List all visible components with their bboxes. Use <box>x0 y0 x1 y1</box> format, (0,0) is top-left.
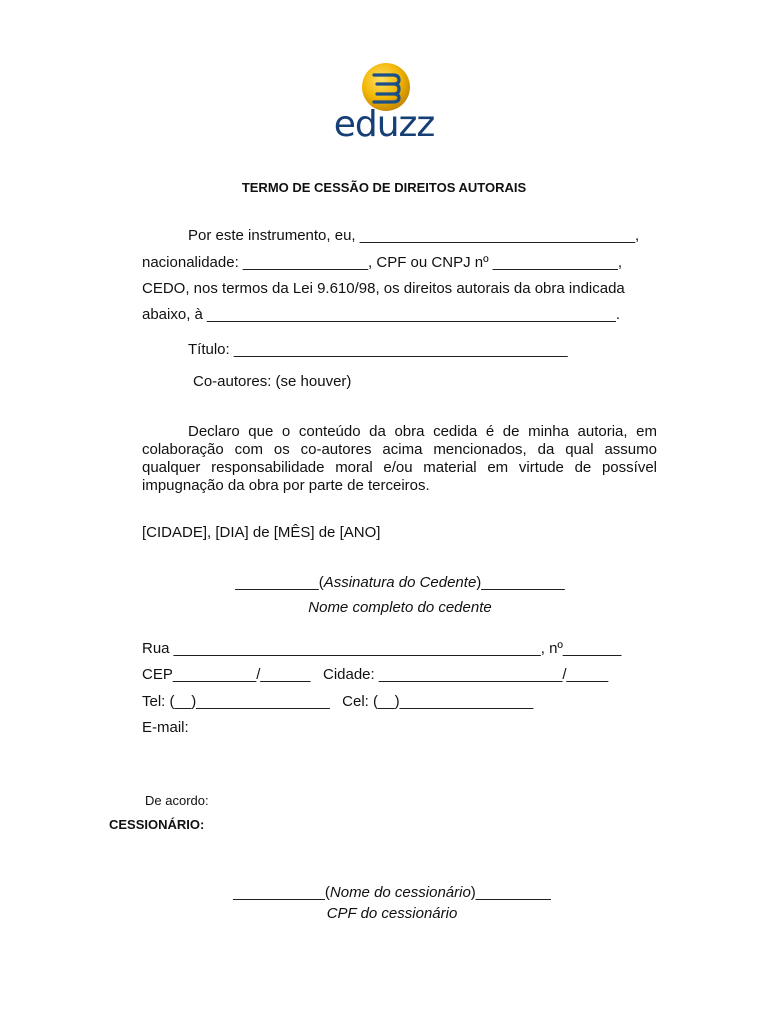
signature-trail: )_________ <box>470 884 551 901</box>
tel-cel-line: Tel: (__)________________ Cel: (__)________________ <box>142 693 534 710</box>
email-line: E-mail: <box>142 719 189 736</box>
titulo-line: Título: ________________________________________ <box>188 341 568 358</box>
para1-line1: Por este instrumento, eu, _________________________________, <box>188 227 640 244</box>
coautores-line: Co-autores: (se houver) <box>193 373 352 390</box>
cessionario-cpf-label: CPF do cessionário <box>326 905 458 922</box>
document-title: TERMO DE CESSÃO DE DIREITOS AUTORAIS <box>241 180 527 195</box>
declaration-paragraph <box>142 423 657 495</box>
para1-line3: CEDO, nos termos da Lei 9.610/98, os direitos autorais da obra indicada <box>142 280 625 297</box>
eduzz-wordmark: eduzz <box>333 104 435 145</box>
cep-cidade-line: CEP__________/______ Cidade: ______________________/_____ <box>142 666 609 683</box>
para1-line2: nacionalidade: _______________, CPF ou CNPJ nº _______________, <box>142 254 623 271</box>
cedente-name-label: Nome completo do cedente <box>308 599 492 616</box>
signature-trail: )__________ <box>476 574 565 591</box>
cedente-signature-label: Assinatura do Cedente <box>323 574 477 591</box>
para1-line4: abaixo, à _________________________________________________. <box>142 306 620 323</box>
cedente-signature-line <box>0 574 768 592</box>
cessionario-heading: CESSIONÁRIO: <box>109 817 205 832</box>
declaration-text: Declaro que o conteúdo da obra cedida é de minha autoria, em colaboração com os co-autores acima mencionados, da qual assumo qualquer responsabilidade moral e/ou material em virtude de possível impugnação da obra por parte de terceiros. <box>142 423 657 494</box>
signature-lead: __________( <box>235 574 324 591</box>
cessionario-signature-label: Nome do cessionário <box>329 884 471 901</box>
date-line: [CIDADE], [DIA] de [MÊS] de [ANO] <box>142 524 381 541</box>
signature-lead: ___________( <box>233 884 330 901</box>
rua-line: Rua ____________________________________________, nº_______ <box>142 640 622 657</box>
cessionario-signature-line <box>0 884 768 902</box>
de-acordo-label: De acordo: <box>145 793 209 808</box>
